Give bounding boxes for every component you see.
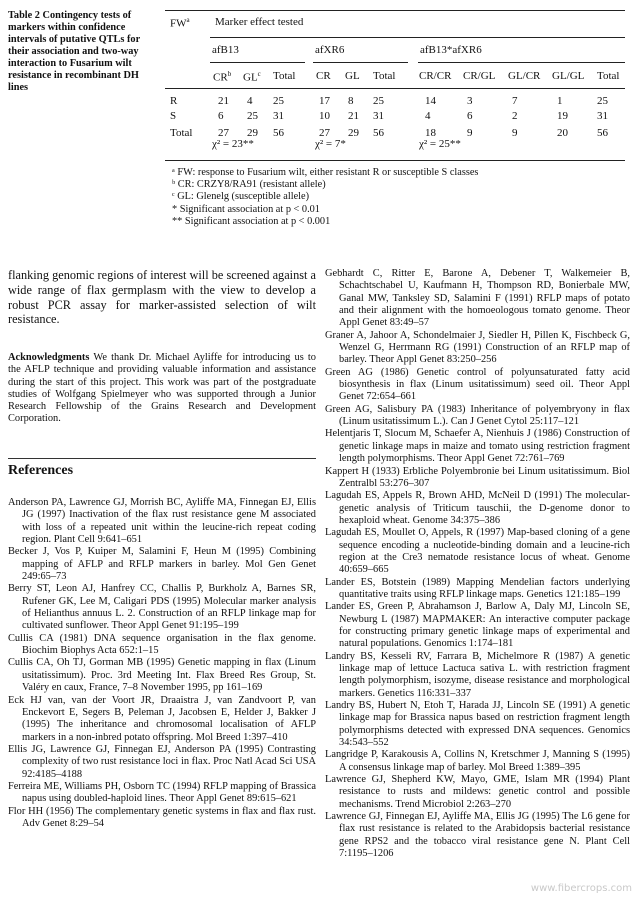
table-cell: 25 — [597, 95, 608, 107]
reference-item: Becker J, Vos P, Kuiper M, Salamini F, Heun M (1995) Combining mapping of AFLP and RFLP markers in barley. Mol Gen Genet 249:65–73 — [8, 546, 316, 583]
references-list-left — [8, 497, 316, 830]
table-cell: 27 — [319, 127, 330, 139]
closing-paragraph: flanking genomic regions of interest will be screened against a wide range of flax germplasm with the view to develop a robust PCR assay for marker-assisted selection of wilt resistance. — [8, 268, 316, 327]
table-row-label: R — [170, 95, 178, 107]
subhead-gl-cr: GL/CR — [508, 70, 541, 82]
table-cell: 21 — [218, 95, 229, 107]
table-cell: 19 — [557, 110, 568, 122]
table-caption: Table 2 Contingency tests of markers within confidence intervals of putative QTLs for their association and two-way interaction to Fusarium wilt resistance in recombinant DH lines — [8, 10, 140, 93]
subhead-cr-cr: CR/CR — [419, 70, 452, 82]
table-cell: 4 — [247, 95, 253, 107]
table-row-label: S — [170, 110, 177, 122]
subhead-cr: CR — [316, 70, 331, 82]
reference-item: Lawrence GJ, Finnegan EJ, Ayliffe MA, Ellis JG (1995) The L6 gene for flax rust resistance is related to the Arabidopsis bacterial resistance gene RPS2 and the tobacco viral resistance gene N. Plant Cell 7:1195–1206 — [325, 811, 630, 860]
table-bottom-rule — [165, 160, 625, 161]
reference-item: Berry ST, Leon AJ, Hanfrey CC, Challis P, Burkholz A, Barnes SR, Rufener GK, Lee M, Caligari PDS (1995) Molecular marker analysis of Helianthus annuus L. 2. Construction of an RFLP linkage map for cultivated sunflower. Theor Appl Genet 91:195–199 — [8, 583, 316, 632]
reference-item: Kappert H (1933) Erbliche Polyembronie bei Linum usitatissimum. Biol Zentralbl 53:276–307 — [325, 465, 630, 489]
reference-item: Langridge P, Karakousis A, Collins N, Kretschmer J, Manning S (1995) A consensus linkage map of barley. Mol Breed 1:389–395 — [325, 749, 630, 773]
subhead-cr: $CR^b$ — [213, 70, 232, 84]
subhead-gl: GL — [345, 70, 360, 82]
reference-item: Green AG (1986) Genetic control of polyunsaturated fatty acid biosynthesis in flax (Linum usitatissimum) seed oil. Theor Appl Genet 72:654–661 — [325, 366, 630, 403]
watermark: www.fibercrops.com — [530, 883, 632, 894]
chi-square-afb13: χ² = 23** — [212, 138, 254, 150]
table-cell: 17 — [319, 95, 330, 107]
table-cell: 9 — [512, 127, 518, 139]
subhead-total: Total — [373, 70, 396, 82]
table-cell: 29 — [247, 127, 258, 139]
table-cell: 31 — [273, 110, 284, 122]
reference-item: Lawrence GJ, Shepherd KW, Mayo, GME, Islam MR (1994) Plant resistance to rusts and mildews: genetic control and possible mechanisms. Trend Microbiol 2:263–270 — [325, 774, 630, 810]
reference-item: Graner A, Jahoor A, Schondelmaier J, Siedler H, Pillen K, Fischbeck G, Wenzel G, Herrmann RG (1991) Construction of an RFLP map of barley. Theor Appl Genet 83:250–256 — [325, 329, 630, 366]
marker-effect-rule — [210, 37, 625, 38]
reference-item: Green AG, Salisbury PA (1983) Inheritance of polyembryony in flax (Linum usitatissimum L.). Can J Genet Cytol 25:117–121 — [325, 403, 630, 428]
footnote: * Significant association at p < 0.01 — [172, 203, 320, 215]
group-header-afb13: afB13 — [212, 44, 239, 56]
table-cell: 25 — [273, 95, 284, 107]
group-header-interaction: afB13*afXR6 — [420, 44, 482, 56]
table-cell: 2 — [512, 110, 518, 122]
reference-item: Landry BS, Hubert N, Etoh T, Harada JJ, Lincoln SE (1991) A genetic linkage map for Brassica napus based on restriction fragment length polymorphisms detected with expressed DNA sequences. Genomics 34:543–552 — [325, 700, 630, 749]
group2-rule — [313, 62, 408, 63]
table-top-rule — [165, 10, 625, 11]
table-cell: 4 — [425, 110, 431, 122]
reference-item: Lander ES, Green P, Abrahamson J, Barlow A, Daly MJ, Lincoln SE, Newburg L (1987) MAPMAKER: An interactive computer package for constructing primary genetic linkage maps of experimental and natural populations. Genomics 1:174–181 — [325, 601, 630, 650]
group1-rule — [210, 62, 305, 63]
table-cell: 18 — [425, 127, 436, 139]
table-footnotes — [172, 167, 612, 228]
table-cell: 27 — [218, 127, 229, 139]
group-header-afxr6: afXR6 — [315, 44, 345, 56]
subhead-total: Total — [597, 70, 620, 82]
footnote: ᵇ CR: CRZY8/RA91 (resistant allele) — [172, 179, 326, 191]
references-heading: References — [8, 463, 74, 478]
table-cell: 3 — [467, 95, 473, 107]
table-cell: 10 — [319, 110, 330, 122]
table-header-rule — [165, 88, 625, 89]
reference-item: Helentjaris T, Slocum M, Schaefer A, Nienhuis J (1986) Construction of genetic linkage maps in maize and tomato using restriction fragment length polymorphisms. Theor Appl Genet 72:761–769 — [325, 428, 630, 465]
acknowledgments-text: We thank Dr. Michael Ayliffe for introducing us to the AFLP technique and providing valuable information and assistance during the start of this project. This work was part of the postgraduate studies of Wolfgang Spielmeyer who was supported through a Junior Research Fellowship of the Grains Research and Development Corporation. — [8, 352, 316, 425]
footnote: ᵃ FW: response to Fusarium wilt, either resistant R or susceptible S classes — [172, 167, 479, 178]
acknowledgments — [8, 352, 316, 426]
table-cell: 56 — [273, 127, 284, 139]
references-list-right — [325, 268, 630, 861]
marker-effect-header: Marker effect tested — [215, 16, 304, 28]
table-cell: 1 — [557, 95, 563, 107]
reference-item: Cullis CA (1981) DNA sequence organisation in the flax genome. Biochim Biophys Acta 652:1–15 — [8, 632, 316, 657]
subhead-gl: $GL^c$ — [243, 70, 261, 84]
table-cell: 7 — [512, 95, 518, 107]
table-cell: 21 — [348, 110, 359, 122]
reference-item: Lander ES, Botstein (1989) Mapping Mendelian factors underlying quantitative traits using RFLP linkage maps. Genetics 121:185–199 — [325, 576, 630, 600]
chi-square-interaction: χ² = 25** — [419, 138, 461, 150]
table-cell: 29 — [348, 127, 359, 139]
table-cell: 20 — [557, 127, 568, 139]
reference-item: Lagudah ES, Appels R, Brown AHD, McNeil D (1991) The molecular-genetic analysis of Triticum tauschii, the D-genome donor to hexaploid wheat. Genome 34:375–386 — [325, 490, 630, 526]
table-cell: 31 — [373, 110, 384, 122]
acknowledgments-label: Acknowledgments — [8, 352, 90, 363]
table-cell: 6 — [467, 110, 473, 122]
reference-item: Landry BS, Kesseli RV, Farrara B, Michelmore R (1987) A genetic linkage map of lettuce Lactuca sativa L. with restriction fragment length polymorphism, isozyme, disease resistance and morphological markers. Genetics 116:331–337 — [325, 650, 630, 699]
table-cell: 8 — [348, 95, 354, 107]
table-cell: 25 — [373, 95, 384, 107]
references-rule — [8, 458, 316, 459]
table-cell: 14 — [425, 95, 436, 107]
reference-item: Gebhardt C, Ritter E, Barone A, Debener T, Walkemeier B, Schachtschabel U, Kaufmann H, Thompson RD, Bonierbale MW, Ganal MW, Tanksley SD, Salamini F (1991) RFLP maps of potato and their alignment with the homoeologous tomato genome. Theor Appl Genet 83:49–57 — [325, 268, 630, 329]
chi-square-afxr6: χ² = 7* — [315, 138, 346, 150]
reference-item: Eck HJ van, van der Voort JR, Draaistra J, van Zandvoort P, van Enckevort E, Segers B, Peleman J, Jacobsen E, Helder J, Bakker J (1995) The inheritance and chromosomal localisation of AFLP markers in a non-inbred potato offspring. Mol Breed 1:397–410 — [8, 694, 316, 743]
reference-item: Anderson PA, Lawrence GJ, Morrish BC, Ayliffe MA, Finnegan EJ, Ellis JG (1997) Inactivation of the flax rust resistance gene M associated with loss of a repeated unit within the leucine-rich repeat coding region. Plant Cell 9:641–651 — [8, 497, 316, 546]
table-cell: 25 — [247, 110, 258, 122]
subhead-total: Total — [273, 70, 296, 82]
table-row-label: Total — [170, 127, 193, 139]
table-cell: 56 — [597, 127, 608, 139]
reference-item: Ellis JG, Lawrence GJ, Finnegan EJ, Anderson PA (1995) Contrasting complexity of two rust resistance loci in flax. Proc Natl Acad Sci USA 92:4185–4188 — [8, 743, 316, 780]
reference-item: Cullis CA, Oh TJ, Gorman MB (1995) Genetic mapping in flax (Linum usitatissimum). Proc. 3rd Meeting Int. Flax Breed Res Group, St. Valéry en caux, France, 7–8 November 1995, pp 161–169 — [8, 657, 316, 694]
reference-item: Lagudah ES, Moullet O, Appels, R (1997) Map-based cloning of a gene sequence encoding a nucleotide-binding domain and a leucine-rich region at the Cre3 nematode resistance locus of wheat. Genome 40:659–665 — [325, 527, 630, 576]
table-cell: 9 — [467, 127, 473, 139]
table-cell: 31 — [597, 110, 608, 122]
reference-item: Flor HH (1956) The complementary genetic systems in flax and flax rust. Adv Genet 8:29–54 — [8, 805, 316, 829]
table-cell: 56 — [373, 127, 384, 139]
reference-item: Ferreira ME, Williams PH, Osborn TC (1994) RFLP mapping of Brassica napus using doubled-haploid lines. Theor Appl Genet 89:615–621 — [8, 780, 316, 805]
subhead-cr-gl: CR/GL — [463, 70, 496, 82]
footnote: ᶜ GL: Glenelg (susceptible allele) — [172, 191, 310, 203]
group3-rule — [418, 62, 625, 63]
subhead-gl-gl: GL/GL — [552, 70, 585, 82]
table-cell: 6 — [218, 110, 224, 122]
footnote: ** Significant association at p < 0.001 — [172, 215, 331, 227]
fw-header: $FW^a$ — [170, 16, 190, 30]
